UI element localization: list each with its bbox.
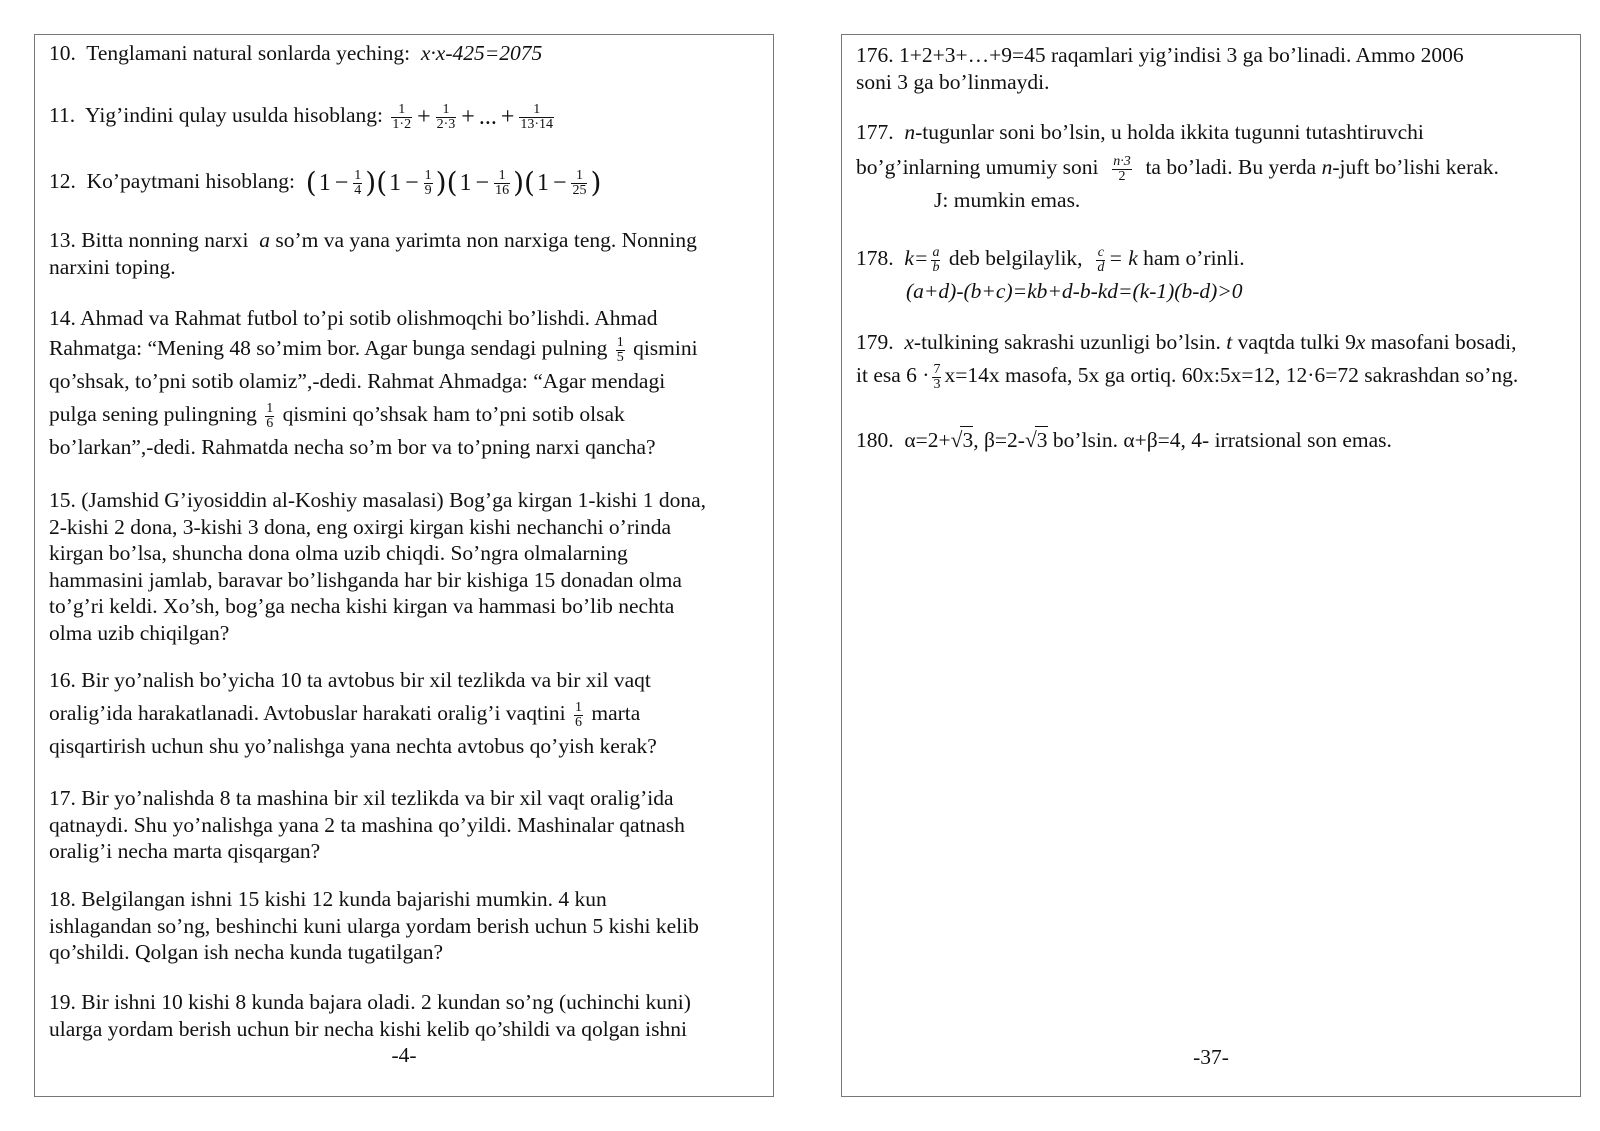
problem-10 xyxy=(49,40,542,67)
fraction: $\frac{1}{13\cdot 14}$ xyxy=(520,101,554,132)
problem-15: 15. (Jamshid G’iyosiddin al-Koshiy masalasi) Bog’ga kirgan 1-kishi 1 dona, 2-kishi 2 dona, 3-kishi 3 dona, eng oxirgi kirgan kishi nechanchi o’rinda kirgan bo’lsa, shuncha dona olma uzib chiqdi. So’ngra olmalarning hammasini jamlab, baravar bo’lishganda har bir kishiga 15 donadan olma to’g’ri keldi. Xo’sh, bog’ga necha kishi kirgan va hammasi bo’lib nechta olma uzib chiqilgan? xyxy=(49,488,707,645)
problem-number: 10. xyxy=(49,41,76,65)
problem-16: 16. Bir yo’nalish bo’yicha 10 ta avtobus bir xil tezlikda va bir xil vaqt oralig’ida harakatlanadi. Avtobuslar harakati oralig’i vaqtini $\frac{1}{6}$ marta qisqartirish uchun shu yo’nalishga yana nechta avtobus qo’yish kerak? xyxy=(49,668,657,758)
right-page xyxy=(841,34,1581,1097)
problem-14: 14. Ahmad va Rahmat futbol to’pi sotib olishmoqchi bo’lishdi. Ahmad Rahmatga: “Mening 48 so’mim bor. Agar bunga sendagi pulning $\frac{1}{5}$ qismini qo’shsak, to’pni sotib olamiz”,-dedi. Rahmat Ahmadga: “Agar mendagi pulga sening pulingning $\frac{1}{6}$ qismini qo’shsak ham to’pni sotib olsak bo’larkan”,-dedi. Rahmatda necha so’m bor va to’pning narxi qancha? xyxy=(49,306,698,459)
problem-17: 17. Bir yo’nalishda 8 ta mashina bir xil tezlikda va bir xil vaqt oralig’ida qatnaydi. Shu yo’nalishga yana 2 ta mashina qo’yildi. Mashinalar qatnash oralig’i necha marta qisqargan? xyxy=(49,786,685,863)
answer: J: mumkin emas. xyxy=(934,188,1081,212)
problem-176: 176. 1+2+3+…+9=45 raqamlari yig’indisi 3 ga bo’linadi. Ammo 2006 soni 3 ga bo’linmaydi. xyxy=(856,43,1464,94)
problem-179: 179. x-tulkining sakrashi uzunligi bo’lsin. t vaqtda tulki 9x masofani bosadi, it esa 6 · $\frac{7}{3}$ x=14x masofa, 5x ga ortiq. 60x:5x=12, 12·6=72 sakrashdan so’ng. xyxy=(856,330,1519,392)
problem-18: 18. Belgilangan ishni 15 kishi 12 kunda bajarishi mumkin. 4 kun ishlagandan so’ng, beshinchi kuni ularga yordam berish uchun 5 kishi kelib qo’shildi. Qolgan ish necha kunda tugatilgan? xyxy=(49,887,699,964)
page-number: -37- xyxy=(1193,1045,1229,1069)
problem-text: Yig’indini qulay usulda hisoblang: xyxy=(85,103,384,127)
problem-19: 19. Bir ishni 10 kishi 8 kunda bajara oladi. 2 kundan so’ng (uchinchi kuni) ularga yordam berish uchun bir necha kishi kelib qo’shildi va qolgan ishni xyxy=(49,990,691,1041)
problem-13: 13. Bitta nonning narxi a so’m va yana yarimta non narxiga teng. Nonning narxini toping. xyxy=(49,228,697,279)
problem-text: Tenglamani natural sonlarda yeching: xyxy=(86,41,411,65)
problem-number: 12. xyxy=(49,169,76,193)
problem-number: 11. xyxy=(49,103,76,127)
problem-11: 11. Yig’indini qulay usulda hisoblang: $\frac{1}{1\cdot 2}$ + $\frac{1}{2\cdot 3}$ + ... + $\frac{1}{13\cdot 14}$ xyxy=(49,101,554,132)
fraction: $\frac{1}{1\cdot 2}$ xyxy=(392,101,412,132)
problem-178: 178. k= $\frac{a}{b}$ deb belgilaylik, $\frac{c}{d}$ = k ham o’rinli. (a+d)-(b+c)=kb+d-b-kd=(k-1)(b-d)>0 xyxy=(856,244,1245,303)
problem-180: 180. α=2+√3, β=2-√3 bo’lsin. α+β=4, 4- irratsional son emas. xyxy=(856,428,1392,452)
problem-177: 177. n-tugunlar soni bo’lsin, u holda ikkita tugunni tutashtiruvchi bo’g’inlarning umumiy soni $\frac{n\cdot 3}{2}$ ta bo’ladi. Bu yerda n-juft bo’lishi kerak. J: mumkin emas. xyxy=(856,120,1499,212)
problem-12: 12. Ko’paytmani hisoblang: (1 − $\frac{1}{4}$ )(1 − $\frac{1}{9}$ )(1 − $\frac{1}{16}$ )(1 − $\frac{1}{25}$ ) xyxy=(49,165,602,199)
page-number: -4- xyxy=(391,1043,417,1067)
fraction: $\frac{1}{2\cdot 3}$ xyxy=(436,101,456,132)
left-page xyxy=(34,34,774,1097)
problem-text: Ko’paytmani hisoblang: xyxy=(86,169,296,193)
equation: x·x-425=2075 xyxy=(420,41,543,65)
